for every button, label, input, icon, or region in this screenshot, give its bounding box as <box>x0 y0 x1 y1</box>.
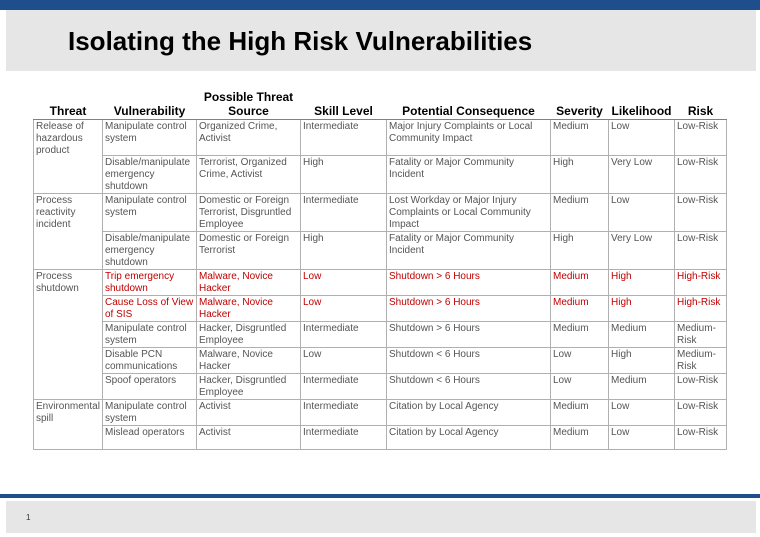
severity-cell: Low <box>551 348 609 374</box>
likelihood-cell: Medium <box>609 322 675 348</box>
vulnerability-cell: Manipulate control system <box>103 194 197 232</box>
footer-band <box>6 501 756 533</box>
skill-level-cell: Intermediate <box>301 120 387 156</box>
vulnerability-cell: Disable/manipulate emergency shutdown <box>103 232 197 270</box>
skill-level-cell: Intermediate <box>301 426 387 450</box>
header-threat-source: Possible Threat Source <box>197 90 301 120</box>
severity-cell: High <box>551 156 609 194</box>
table-row <box>34 232 727 270</box>
threat-source-cell: Activist <box>197 400 301 426</box>
table-header-row <box>34 90 727 120</box>
likelihood-cell: High <box>609 270 675 296</box>
header-vulnerability: Vulnerability <box>103 90 197 120</box>
risk-cell: Low-Risk <box>675 374 727 400</box>
skill-level-cell: Intermediate <box>301 400 387 426</box>
header-risk: Risk <box>675 90 727 120</box>
likelihood-cell: High <box>609 348 675 374</box>
risk-cell: Low-Risk <box>675 426 727 450</box>
likelihood-cell: Low <box>609 426 675 450</box>
table-row <box>34 194 727 232</box>
likelihood-cell: Very Low <box>609 232 675 270</box>
likelihood-cell: Low <box>609 194 675 232</box>
skill-level-cell: Intermediate <box>301 322 387 348</box>
table-row <box>34 374 727 400</box>
vulnerability-cell: Manipulate control system <box>103 322 197 348</box>
table-row <box>34 400 727 426</box>
consequence-cell: Shutdown > 6 Hours <box>387 270 551 296</box>
consequence-cell: Shutdown < 6 Hours <box>387 374 551 400</box>
skill-level-cell: High <box>301 232 387 270</box>
threat-cell: Process shutdown <box>34 270 103 400</box>
table-row <box>34 156 727 194</box>
skill-level-cell: Intermediate <box>301 374 387 400</box>
table-body <box>34 120 727 450</box>
consequence-cell: Fatality or Major Community Incident <box>387 156 551 194</box>
severity-cell: High <box>551 232 609 270</box>
severity-cell: Medium <box>551 322 609 348</box>
threat-cell: Process reactivity incident <box>34 194 103 270</box>
consequence-cell: Citation by Local Agency <box>387 426 551 450</box>
threat-source-cell: Malware, Novice Hacker <box>197 348 301 374</box>
vulnerability-cell: Cause Loss of View of SIS <box>103 296 197 322</box>
slide-title: Isolating the High Risk Vulnerabilities <box>68 26 533 56</box>
consequence-cell: Citation by Local Agency <box>387 400 551 426</box>
skill-level-cell: Intermediate <box>301 194 387 232</box>
skill-level-cell: Low <box>301 296 387 322</box>
vulnerability-cell: Disable/manipulate emergency shutdown <box>103 156 197 194</box>
page-number: 1 <box>26 513 31 522</box>
severity-cell: Low <box>551 374 609 400</box>
vulnerability-cell: Manipulate control system <box>103 120 197 156</box>
vulnerability-cell: Disable PCN communications <box>103 348 197 374</box>
skill-level-cell: Low <box>301 270 387 296</box>
consequence-cell: Fatality or Major Community Incident <box>387 232 551 270</box>
threat-source-cell: Domestic or Foreign Terrorist <box>197 232 301 270</box>
risk-table <box>33 90 727 450</box>
severity-cell: Medium <box>551 270 609 296</box>
title-band <box>6 10 756 71</box>
header-threat: Threat <box>34 90 103 120</box>
risk-cell: Low-Risk <box>675 120 727 156</box>
table-row <box>34 426 727 450</box>
table-row <box>34 322 727 348</box>
threat-source-cell: Malware, Novice Hacker <box>197 270 301 296</box>
risk-cell: High-Risk <box>675 296 727 322</box>
threat-source-cell: Malware, Novice Hacker <box>197 296 301 322</box>
bottom-accent-bar <box>0 494 760 498</box>
table-row <box>34 296 727 322</box>
likelihood-cell: Low <box>609 120 675 156</box>
table-row <box>34 120 727 156</box>
table-row <box>34 348 727 374</box>
vulnerability-cell: Manipulate control system <box>103 400 197 426</box>
severity-cell: Medium <box>551 426 609 450</box>
likelihood-cell: High <box>609 296 675 322</box>
threat-cell: Environmental spill <box>34 400 103 450</box>
header-severity: Severity <box>551 90 609 120</box>
consequence-cell: Major Injury Complaints or Local Community Impact <box>387 120 551 156</box>
threat-cell: Release of hazardous product <box>34 120 103 194</box>
risk-cell: High-Risk <box>675 270 727 296</box>
threat-source-cell: Activist <box>197 426 301 450</box>
risk-cell: Low-Risk <box>675 156 727 194</box>
threat-source-cell: Organized Crime, Activist <box>197 120 301 156</box>
risk-cell: Medium-Risk <box>675 322 727 348</box>
table-row <box>34 270 727 296</box>
threat-source-cell: Hacker, Disgruntled Employee <box>197 374 301 400</box>
vulnerability-cell: Spoof operators <box>103 374 197 400</box>
severity-cell: Medium <box>551 400 609 426</box>
consequence-cell: Shutdown < 6 Hours <box>387 348 551 374</box>
threat-source-cell: Hacker, Disgruntled Employee <box>197 322 301 348</box>
risk-cell: Medium-Risk <box>675 348 727 374</box>
likelihood-cell: Very Low <box>609 156 675 194</box>
severity-cell: Medium <box>551 296 609 322</box>
skill-level-cell: Low <box>301 348 387 374</box>
top-accent-bar <box>0 0 760 10</box>
header-likelihood: Likelihood <box>609 90 675 120</box>
severity-cell: Medium <box>551 194 609 232</box>
consequence-cell: Shutdown > 6 Hours <box>387 296 551 322</box>
risk-cell: Low-Risk <box>675 194 727 232</box>
risk-cell: Low-Risk <box>675 232 727 270</box>
threat-source-cell: Domestic or Foreign Terrorist, Disgruntled Employee <box>197 194 301 232</box>
threat-source-cell: Terrorist, Organized Crime, Activist <box>197 156 301 194</box>
vulnerability-cell: Mislead operators <box>103 426 197 450</box>
consequence-cell: Lost Workday or Major Injury Complaints or Local Community Impact <box>387 194 551 232</box>
severity-cell: Medium <box>551 120 609 156</box>
skill-level-cell: High <box>301 156 387 194</box>
likelihood-cell: Medium <box>609 374 675 400</box>
risk-cell: Low-Risk <box>675 400 727 426</box>
vulnerability-cell: Trip emergency shutdown <box>103 270 197 296</box>
header-skill-level: Skill Level <box>301 90 387 120</box>
likelihood-cell: Low <box>609 400 675 426</box>
header-potential-consequence: Potential Consequence <box>387 90 551 120</box>
consequence-cell: Shutdown > 6 Hours <box>387 322 551 348</box>
